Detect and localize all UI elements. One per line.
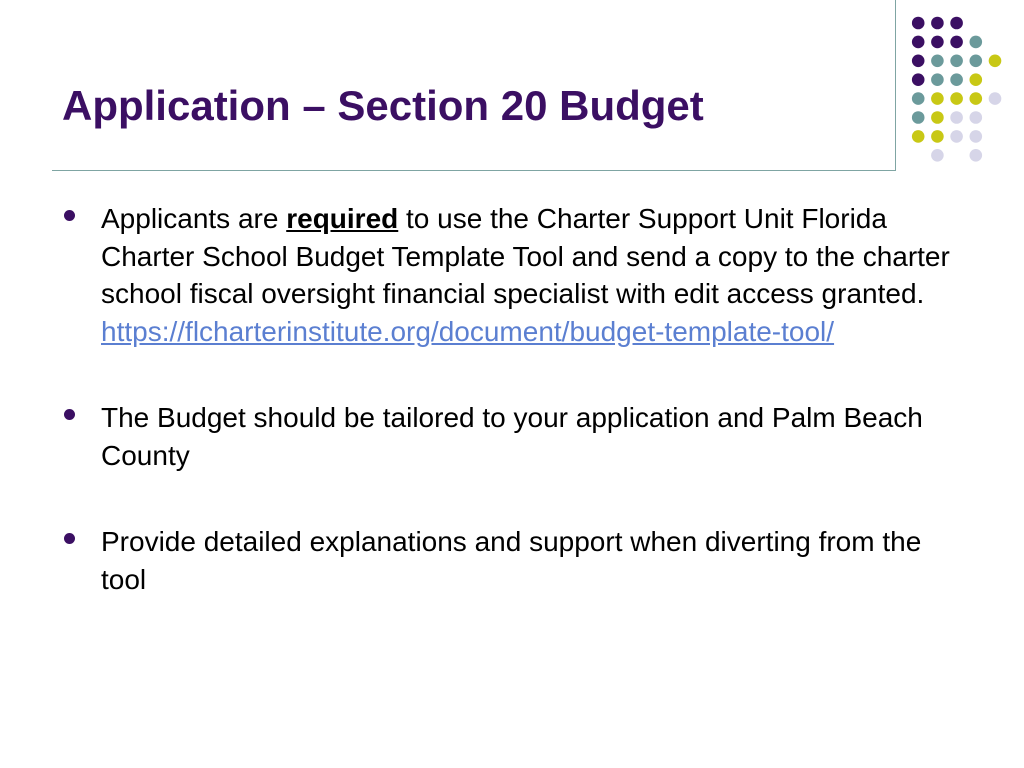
vertical-divider-line bbox=[895, 0, 896, 171]
decorative-dot bbox=[950, 73, 963, 86]
bullet-2-text: The Budget should be tailored to your application and Palm Beach County bbox=[101, 402, 923, 471]
decorative-dot bbox=[931, 36, 944, 49]
decorative-dot bbox=[970, 149, 983, 162]
decorative-dot bbox=[931, 73, 944, 86]
decorative-dot bbox=[950, 92, 963, 105]
decorative-dot bbox=[931, 111, 944, 124]
decorative-dot bbox=[931, 55, 944, 68]
decorative-dot bbox=[931, 130, 944, 143]
decorative-dot bbox=[912, 17, 925, 30]
bullet-3-text: Provide detailed explanations and support when diverting from the tool bbox=[101, 526, 922, 595]
budget-template-tool-link[interactable]: https://flcharterinstitute.org/document/budget-template-tool/ bbox=[101, 315, 835, 347]
bullet-item-required-tool bbox=[62, 200, 972, 350]
decorative-dot bbox=[912, 36, 925, 49]
decorative-dot bbox=[912, 92, 925, 105]
decorative-dot bbox=[950, 111, 963, 124]
decorative-dot bbox=[970, 111, 983, 124]
decorative-dot bbox=[950, 55, 963, 68]
decorative-dot bbox=[970, 73, 983, 86]
decorative-dot bbox=[970, 130, 983, 143]
decorative-dot bbox=[950, 17, 963, 30]
decorative-dot bbox=[912, 130, 925, 143]
decorative-dot bbox=[970, 55, 983, 68]
decorative-dot bbox=[931, 149, 944, 162]
decorative-dot bbox=[912, 73, 925, 86]
bullet-1-text-pre: Applicants are bbox=[101, 203, 287, 234]
bullet-marker-icon bbox=[64, 533, 75, 544]
decorative-dot bbox=[970, 36, 983, 49]
slide-title: Application – Section 20 Budget bbox=[62, 82, 704, 129]
decorative-dot bbox=[970, 92, 983, 105]
bullet-1-emphasis: required bbox=[286, 203, 399, 234]
decorative-dot bbox=[989, 92, 1002, 105]
title-divider-line bbox=[52, 170, 896, 171]
decorative-dot bbox=[912, 55, 925, 68]
decorative-dot bbox=[912, 111, 925, 124]
decorative-dot bbox=[989, 55, 1002, 68]
decorative-dot bbox=[950, 36, 963, 49]
decorative-dot bbox=[950, 130, 963, 143]
bullet-item-tailored-budget bbox=[62, 399, 972, 474]
bullet-1-text-post: to use the Charter Support Unit Florida Charter School Budget Template Tool and send a copy to the charter school fiscal oversight financial specialist with edit access granted. bbox=[101, 203, 950, 309]
bullet-marker-icon bbox=[64, 409, 75, 420]
decorative-dot bbox=[931, 17, 944, 30]
bullet-item-detailed-explanations bbox=[62, 523, 972, 598]
decorative-dot bbox=[931, 92, 944, 105]
bullet-marker-icon bbox=[64, 210, 75, 221]
bullet-list bbox=[62, 200, 972, 598]
